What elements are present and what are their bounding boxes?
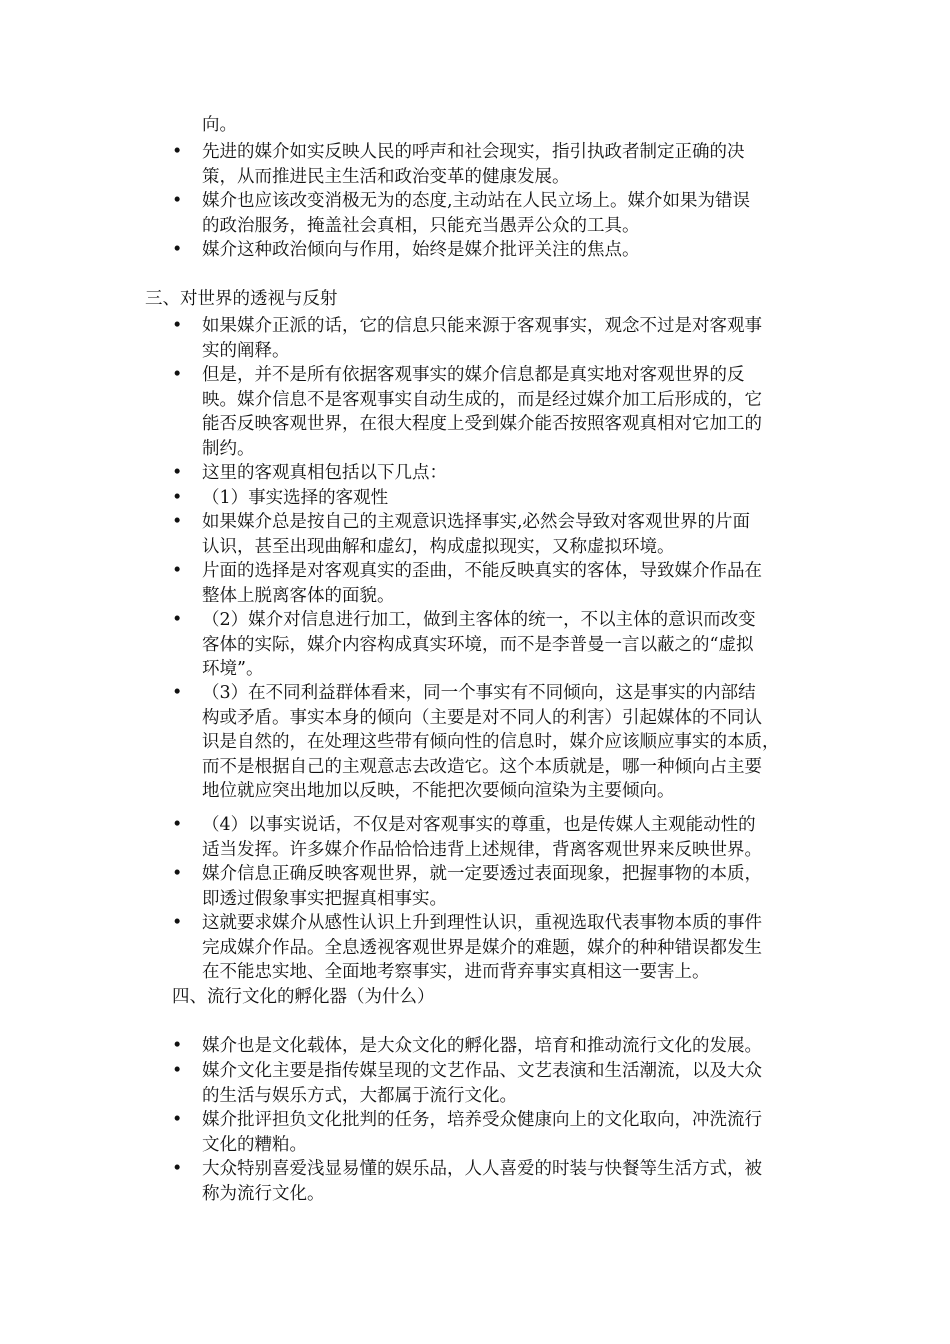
bullet-text-line: 媒介批评担负文化批判的任务，培养受众健康向上的文化取向，冲洗流行 (202, 1110, 762, 1130)
bullet-marker: • (172, 815, 183, 835)
bullet-text-line: 即透过假象事实把握真相事实。 (202, 888, 447, 909)
bullet-marker: • (172, 1159, 183, 1179)
bullet-marker: • (172, 683, 183, 703)
bullet-text-line: 媒介也是文化载体，是大众文化的孵化器，培育和推动流行文化的发展。 (202, 1036, 762, 1056)
bullet-marker: • (172, 561, 183, 581)
bullet-text-line: 媒介也应该改变消极无为的态度,主动站在人民立场上。媒介如果为错误 (202, 191, 751, 211)
bullet-marker: • (172, 488, 183, 508)
bullet-marker: • (172, 142, 183, 162)
bullet-marker: • (172, 913, 183, 933)
bullet-text-line: 适当发挥。许多媒介作品恰恰违背上述规律，背离客观世界来反映世界。 (202, 839, 762, 860)
bullet-text-line: 策，从而推进民主生活和政治变革的健康发展。 (202, 166, 570, 187)
bullet-text-line: 映。媒介信息不是客观事实自动生成的，而是经过媒介加工后形成的，它 (202, 389, 762, 410)
bullet-text-line: 这就要求媒介从感性认识上升到理性认识，重视选取代表事物本质的事件 (202, 913, 762, 933)
bullet-text-line: 而不是根据自己的主观意志去改造它。这个本质就是，哪一种倾向占主要 (202, 756, 762, 777)
bullet-text-line: 识是自然的，在处理这些带有倾向性的信息时，媒介应该顺应事实的本质， (202, 732, 780, 752)
bullet-text-line: 的生活与娱乐方式，大都属于流行文化。 (202, 1085, 517, 1106)
bullet-text-line: 媒介文化主要是指传媒呈现的文艺作品、文艺表演和生活潮流，以及大众 (202, 1061, 762, 1081)
bullet-text-line: （2）媒介对信息进行加工，做到主客体的统一，不以主体的意识而改变 (202, 610, 756, 630)
bullet-text-line: 能否反映客观世界，在很大程度上受到媒介能否按照客观真相对它加工的 (202, 414, 762, 434)
section-heading: 四、流行文化的孵化器（为什么） (172, 987, 435, 1007)
bullet-text-line: 客体的实际，媒介内容构成真实环境，而不是李普曼一言以蔽之的“虚拟 (202, 634, 754, 655)
bullet-marker: • (172, 191, 183, 211)
bullet-text-line: 认识，甚至出现曲解和虚幻，构成虚拟现实，又称虚拟环境。 (202, 536, 675, 557)
bullet-text-line: 如果媒介正派的话，它的信息只能来源于客观事实，观念不过是对客观事 (202, 316, 762, 336)
bullet-marker: • (172, 316, 183, 336)
bullet-text-line: 这里的客观真相包括以下几点： (202, 463, 447, 483)
section-heading: 三、对世界的透视与反射 (145, 289, 338, 309)
continuation-text: 向。 (202, 115, 237, 135)
bullet-text-line: （1）事实选择的客观性 (202, 488, 389, 508)
bullet-text-line: （3）在不同利益群体看来，同一个事实有不同倾向，这是事实的内部结 (202, 683, 756, 703)
bullet-text-line: 但是，并不是所有依据客观事实的媒介信息都是真实地对客观世界的反 (202, 365, 745, 385)
bullet-text-line: 如果媒介总是按自己的主观意识选择事实,必然会导致对客观世界的片面 (202, 512, 751, 532)
bullet-text-line: 环境”。 (202, 659, 264, 679)
bullet-text-line: 大众特别喜爱浅显易懂的娱乐品，人人喜爱的时装与快餐等生活方式，被 (202, 1159, 762, 1179)
bullet-text-line: 媒介这种政治倾向与作用，始终是媒介批评关注的焦点。 (202, 240, 640, 260)
bullet-marker: • (172, 240, 183, 260)
bullet-text-line: 称为流行文化。 (202, 1183, 325, 1204)
bullet-marker: • (172, 1110, 183, 1130)
bullet-marker: • (172, 864, 183, 884)
bullet-marker: • (172, 463, 183, 483)
bullet-marker: • (172, 1036, 183, 1056)
bullet-marker: • (172, 365, 183, 385)
bullet-text-line: 文化的糟粕。 (202, 1134, 307, 1155)
bullet-text-line: 实的阐释。 (202, 340, 290, 361)
bullet-marker: • (172, 610, 183, 630)
bullet-marker: • (172, 1061, 183, 1081)
bullet-text-line: 在不能忠实地、全面地考察事实，进而背弃事实真相这一要害上。 (202, 962, 710, 982)
bullet-text-line: 完成媒介作品。全息透视客观世界是媒介的难题，媒介的种种错误都发生 (202, 937, 762, 958)
bullet-text-line: （4）以事实说话，不仅是对客观事实的尊重，也是传媒人主观能动性的 (202, 815, 756, 835)
bullet-text-line: 整体上脱离客体的面貌。 (202, 585, 395, 606)
bullet-text-line: 片面的选择是对客观真实的歪曲，不能反映真实的客体，导致媒介作品在 (202, 561, 762, 581)
bullet-marker: • (172, 512, 183, 532)
bullet-text-line: 构或矛盾。事实本身的倾向（主要是对不同人的利害）引起媒体的不同认 (202, 707, 762, 728)
bullet-text-line: 地位就应突出地加以反映，不能把次要倾向渲染为主要倾向。 (202, 781, 675, 801)
bullet-text-line: 先进的媒介如实反映人民的呼声和社会现实，指引执政者制定正确的决 (202, 142, 745, 162)
bullet-text-line: 制约。 (202, 438, 255, 459)
bullet-text-line: 的政治服务，掩盖社会真相，只能充当愚弄公众的工具。 (202, 215, 640, 236)
bullet-text-line: 媒介信息正确反映客观世界，就一定要透过表面现象，把握事物的本质， (202, 864, 762, 884)
